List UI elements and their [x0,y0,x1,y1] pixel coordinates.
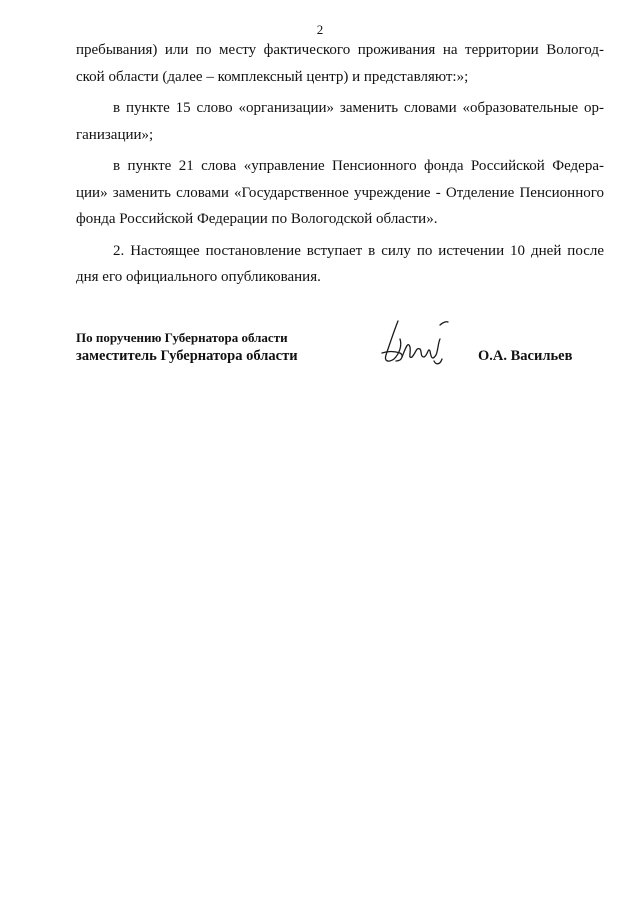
paragraph-1 [76,37,604,90]
text-line: в пункте 21 слова «управление Пенсионного фонда Российской Федера- [113,158,604,174]
text-line: фонда Российской Федерации по Вологодской области». [76,211,438,227]
signatory-title [76,328,298,366]
text-line: в пункте 15 слово «организации» заменить словами «образовательные ор- [113,100,604,116]
text-line: ганизации»; [76,126,154,143]
text-line: ции» заменить словами «Государственное учреждение - Отделение Пенсионного [76,184,604,201]
signatory-position: заместитель Губернатора области [76,348,298,364]
text-line: дня его официального опубликования. [76,269,321,285]
paragraph-4 [76,238,604,291]
text-line: 2. Настоящее постановление вступает в силу по истечении 10 дней после [113,242,604,259]
document-body [76,37,604,291]
text-line: ской области (далее – комплексный центр) и представляют:»; [76,68,469,85]
page-number: 2 [316,22,324,37]
on-behalf-text: По поручению Губернатора области [76,330,288,345]
paragraph-3 [76,153,604,233]
handwritten-signature [376,317,456,369]
signatory-name: О.А. Васильев [478,348,573,364]
text-line: пребывания) или по месту фактического проживания на территории Вологод- [76,42,604,58]
paragraph-2 [76,95,604,148]
